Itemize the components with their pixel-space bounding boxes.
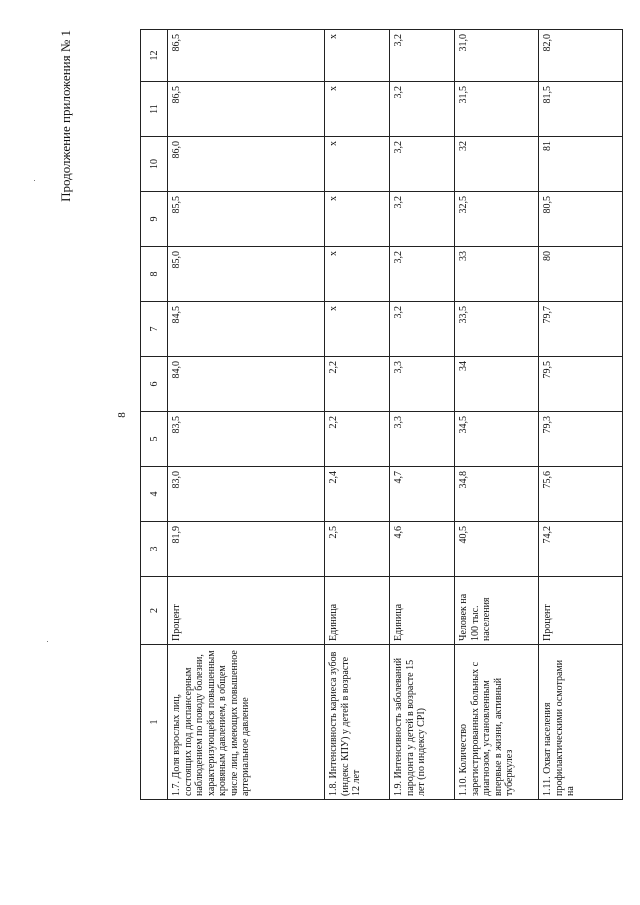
value-cell: 80 [539,247,623,302]
table-row [539,30,623,800]
value-cell: x [325,302,390,357]
indicator-cell: 1.8. Интенсивность кариеса зубов (индекс КПУ) у детей в возрасте 12 лет [325,645,390,800]
value-cell: 3,3 [390,357,455,412]
value-cell: 3,2 [390,192,455,247]
value-cell: 3,2 [390,302,455,357]
data-table [140,29,623,800]
value-cell: 34,8 [455,467,539,522]
value-cell: 81 [539,137,623,192]
value-cell: 80,5 [539,192,623,247]
value-cell: 2,5 [325,522,390,577]
page-number: 8 [116,412,128,418]
value-cell: 3,2 [390,82,455,137]
value-cell: 85,0 [168,247,325,302]
unit-cell: Процент [168,577,325,645]
value-cell: 31,0 [455,30,539,82]
header-cell: 1 [141,645,168,800]
header-cell: 5 [141,412,168,467]
header-cell: 12 [141,30,168,82]
unit-cell: Единица [325,577,390,645]
unit-cell: Единица [390,577,455,645]
header-cell: 3 [141,522,168,577]
indicator-cell: 1.10. Количество зарегистрированных больных с диагнозом, установленным впервые в жизни, активный туберкулез [455,645,539,800]
indicator-cell: 1.7. Доля взрослых лиц, состоящих под диспансерным наблюдением по поводу болезни, характеризующейся повышенным кровяным давлением, в общем числе лиц, имеющих повышенное артериальное давление [168,645,325,800]
value-cell: 3,2 [390,137,455,192]
header-cell: 10 [141,137,168,192]
table-row [325,30,390,800]
header-cell: 9 [141,192,168,247]
value-cell: 79,3 [539,412,623,467]
value-cell: 32 [455,137,539,192]
value-cell: x [325,247,390,302]
value-cell: 34 [455,357,539,412]
unit-cell: Человек на 100 тыс. населения [455,577,539,645]
header-cell: 8 [141,247,168,302]
scan-speck [34,180,35,181]
value-cell: 2,4 [325,467,390,522]
value-cell: 86,5 [168,82,325,137]
table-row [455,30,539,800]
value-cell: 82,0 [539,30,623,82]
scan-speck [47,641,48,642]
header-cell: 6 [141,357,168,412]
indicator-cell: 1.9. Интенсивность заболеваний пародонта у детей в возрасте 15 лет (по индексу CPI) [390,645,455,800]
header-cell: 11 [141,82,168,137]
value-cell: 4,7 [390,467,455,522]
value-cell: 79,7 [539,302,623,357]
value-cell: 81,5 [539,82,623,137]
value-cell: 79,5 [539,357,623,412]
value-cell: 4,6 [390,522,455,577]
value-cell: 83,0 [168,467,325,522]
value-cell: 2,2 [325,412,390,467]
value-cell: 32,5 [455,192,539,247]
value-cell: 3,2 [390,30,455,82]
value-cell: x [325,82,390,137]
value-cell: x [325,192,390,247]
value-cell: x [325,137,390,192]
table-row [168,30,325,800]
table-row [390,30,455,800]
appendix-caption: Продолжение приложения № 1 [58,30,73,202]
value-cell: 83,5 [168,412,325,467]
indicator-cell: 1.11. Охват населения профилактическими осмотрами на [539,645,623,800]
header-row [141,30,168,800]
value-cell: 31,5 [455,82,539,137]
value-cell: 34,5 [455,412,539,467]
value-cell: x [325,30,390,82]
value-cell: 84,0 [168,357,325,412]
value-cell: 40,5 [455,522,539,577]
value-cell: 33,5 [455,302,539,357]
value-cell: 85,5 [168,192,325,247]
value-cell: 75,6 [539,467,623,522]
value-cell: 74,2 [539,522,623,577]
value-cell: 2,2 [325,357,390,412]
value-cell: 33 [455,247,539,302]
header-cell: 4 [141,467,168,522]
value-cell: 86,5 [168,30,325,82]
rotated-page [58,30,640,800]
header-cell: 2 [141,577,168,645]
value-cell: 84,5 [168,302,325,357]
header-cell: 7 [141,302,168,357]
value-cell: 3,3 [390,412,455,467]
value-cell: 86,0 [168,137,325,192]
value-cell: 3,2 [390,247,455,302]
value-cell: 81,9 [168,522,325,577]
unit-cell: Процент [539,577,623,645]
